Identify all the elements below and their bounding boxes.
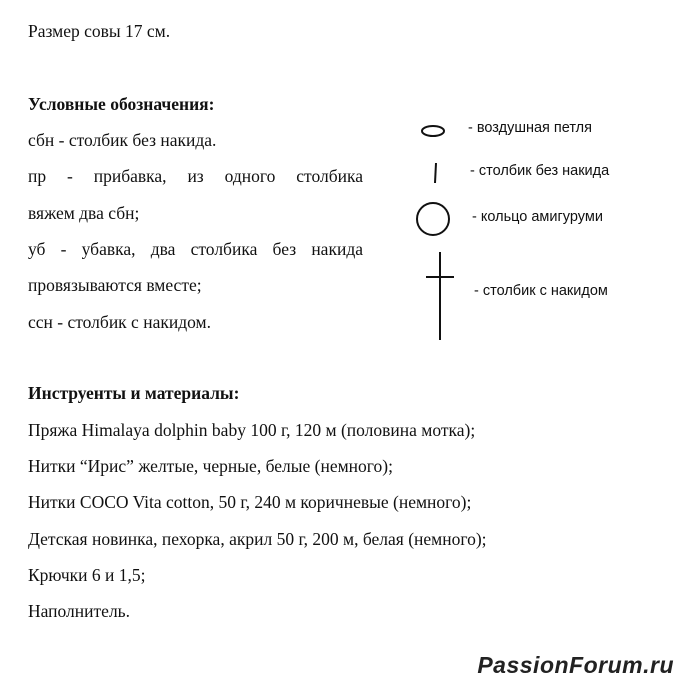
materials-item: Пряжа Himalaya dolphin baby 100 г, 120 м (половина мотка); (28, 420, 476, 440)
materials-item: Детская новинка, пехорка, акрил 50 г, 200 м, белая (немного); (28, 529, 487, 549)
amigurumi-ring-circle-icon (414, 200, 452, 238)
chain-stitch-oval-icon (418, 122, 448, 140)
symbol-label: - столбик без накида (470, 163, 610, 179)
symbol-label: - кольцо амигуруми (472, 209, 603, 225)
symbol-label: - столбик с накидом (474, 283, 608, 299)
materials-item: Нитки COCO Vita cotton, 50 г, 240 м коричневые (немного); (28, 492, 472, 512)
materials-item: Крючки 6 и 1,5; (28, 565, 146, 585)
legend-line: сбн - столбик без накида. (28, 130, 217, 150)
materials-item: Нитки “Ирис” желтые, черные, белые (немного); (28, 456, 393, 476)
watermark: PassionForum.ru (477, 652, 674, 678)
materials-heading: Инструенты и материалы: (28, 383, 240, 403)
legend-heading: Условные обозначения: (28, 94, 215, 114)
single-crochet-line-icon (428, 160, 442, 186)
legend-line: пр - прибавка, из одного столбика (28, 166, 363, 186)
legend-line: ссн - столбик с накидом. (28, 312, 211, 332)
size-line: Размер совы 17 см. (28, 21, 171, 41)
legend-line: вяжем два сбн; (28, 203, 140, 223)
symbol-label: - воздушная петля (468, 120, 592, 136)
double-crochet-cross-icon (420, 250, 460, 342)
legend-line: провязываются вместе; (28, 275, 202, 295)
materials-item: Наполнитель. (28, 601, 131, 621)
legend-line: уб - убавка, два столбика без накида (28, 239, 363, 259)
